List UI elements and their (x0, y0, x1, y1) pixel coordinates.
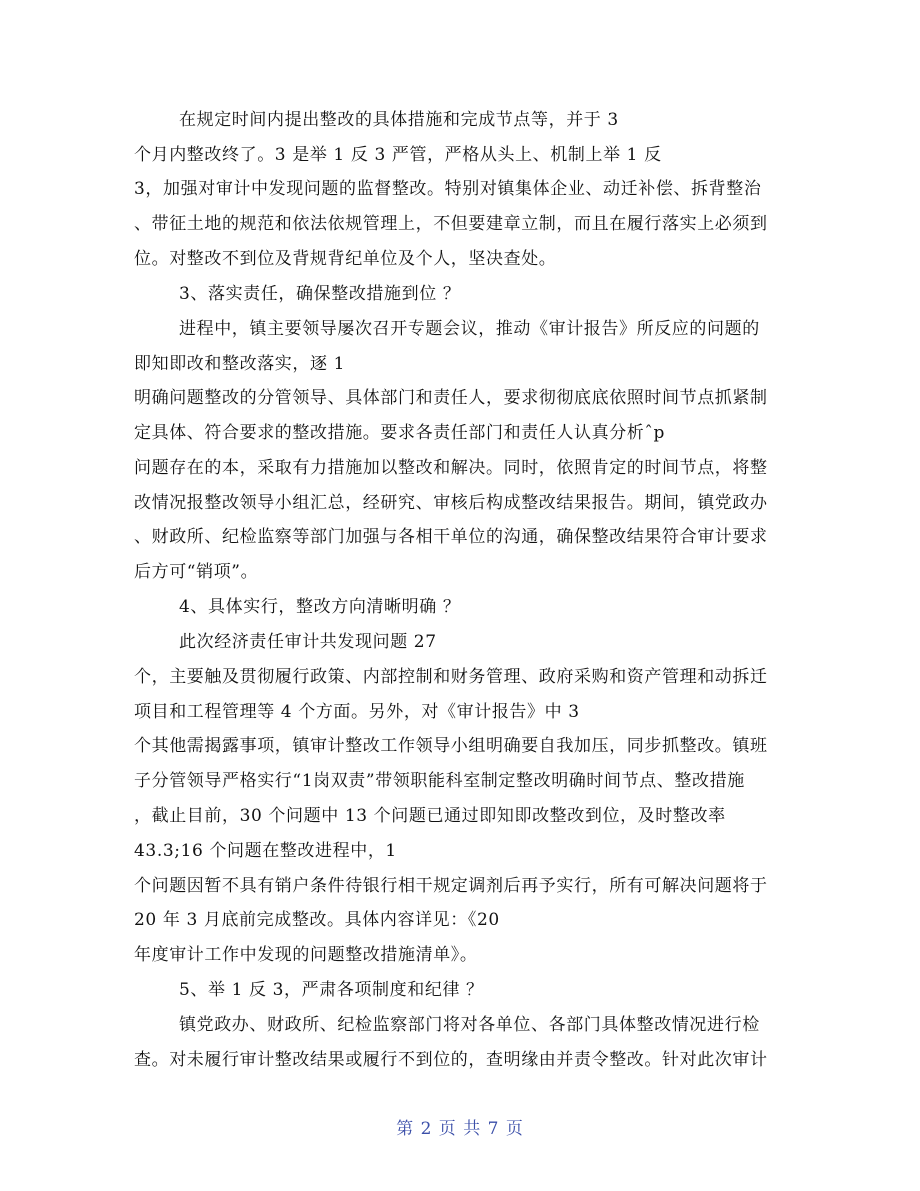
page-number-footer: 第 2 页 共 7 页 (396, 1119, 524, 1139)
text-line: 在规定时间内提出整改的具体措施和完成节点等，并于 3 (179, 110, 619, 130)
text-line: 43.3;16 个问题在整改进程中，1 (134, 841, 397, 861)
text-line: 即知即改和整改落实，逐 1 (134, 354, 346, 374)
section-heading: 3、落实责任，确保整改措施到位 ？ (179, 284, 461, 304)
text-line: 改情况报整改领导小组汇总，经研究、审核后构成整改结果报告。期间，镇党政办 (134, 493, 768, 513)
text-line: 个月内整改终了。3 是举 1 反 3 严管，严格从头上、机制上举 1 反 (134, 145, 662, 165)
text-line: 镇党政办、财政所、纪检监察部门将对各单位、各部门具体整改情况进行检 (179, 1015, 760, 1035)
text-line: 进程中，镇主要领导屡次召开专题会议，推动《审计报告》所反应的问题的 (179, 319, 760, 339)
text-line: 个问题因暂不具有销户条件待银行相干规定调剂后再予实行，所有可解决问题将于 (134, 876, 768, 896)
text-line: 此次经济责任审计共发现问题 27 (179, 632, 437, 652)
text-line: 、带征土地的规范和依法依规管理上，不但要建章立制，而且在履行落实上必须到 (134, 214, 768, 234)
text-line: 后方可“销项”。 (134, 562, 259, 582)
text-line: 个，主要触及贯彻履行政策、内部控制和财务管理、政府采购和资产管理和动拆迁 (134, 667, 768, 687)
text-line: 定具体、符合要求的整改措施。要求各责任部门和责任人认真分析ˆp (134, 423, 665, 443)
section-heading: 5、举 1 反 3，严肃各项制度和纪律 ？ (179, 980, 484, 1000)
text-line: 年度审计工作中发现的问题整改措施清单》。 (134, 945, 478, 965)
text-line: 位。对整改不到位及背规背纪单位及个人，坚决查处。 (134, 249, 557, 269)
text-line: 子分管领导严格实行“1岗双责”带领职能科室制定整改明确时间节点、整改措施 (134, 771, 745, 791)
text-line: ，截止目前，30 个问题中 13 个问题已通过即知即改整改到位，及时整改率 (134, 806, 726, 826)
text-line: 、财政所、纪检监察等部门加强与各相干单位的沟通，确保整改结果符合审计要求 (134, 527, 768, 547)
text-line: 查。对未履行审计整改结果或履行不到位的，查明缘由并责令整改。针对此次审计 (134, 1050, 768, 1070)
text-line: 问题存在的本，采取有力措施加以整改和解决。同时，依照肯定的时间节点，将整 (134, 458, 768, 478)
text-line: 明确问题整改的分管领导、具体部门和责任人，要求彻彻底底依照时间节点抓紧制 (134, 388, 768, 408)
text-line: 项目和工程管理等 4 个方面。另外，对《审计报告》中 3 (134, 702, 580, 722)
text-line: 个其他需揭露事项，镇审计整改工作领导小组明确要自我加压，同步抓整改。镇班 (134, 736, 768, 756)
section-heading: 4、具体实行，整改方向清晰明确 ？ (179, 597, 461, 617)
text-line: 20 年 3 月底前完成整改。具体内容详见：《20 (134, 910, 500, 930)
text-line: 3，加强对审计中发现问题的监督整改。特别对镇集体企业、动迁补偿、拆背整治 (134, 179, 762, 199)
